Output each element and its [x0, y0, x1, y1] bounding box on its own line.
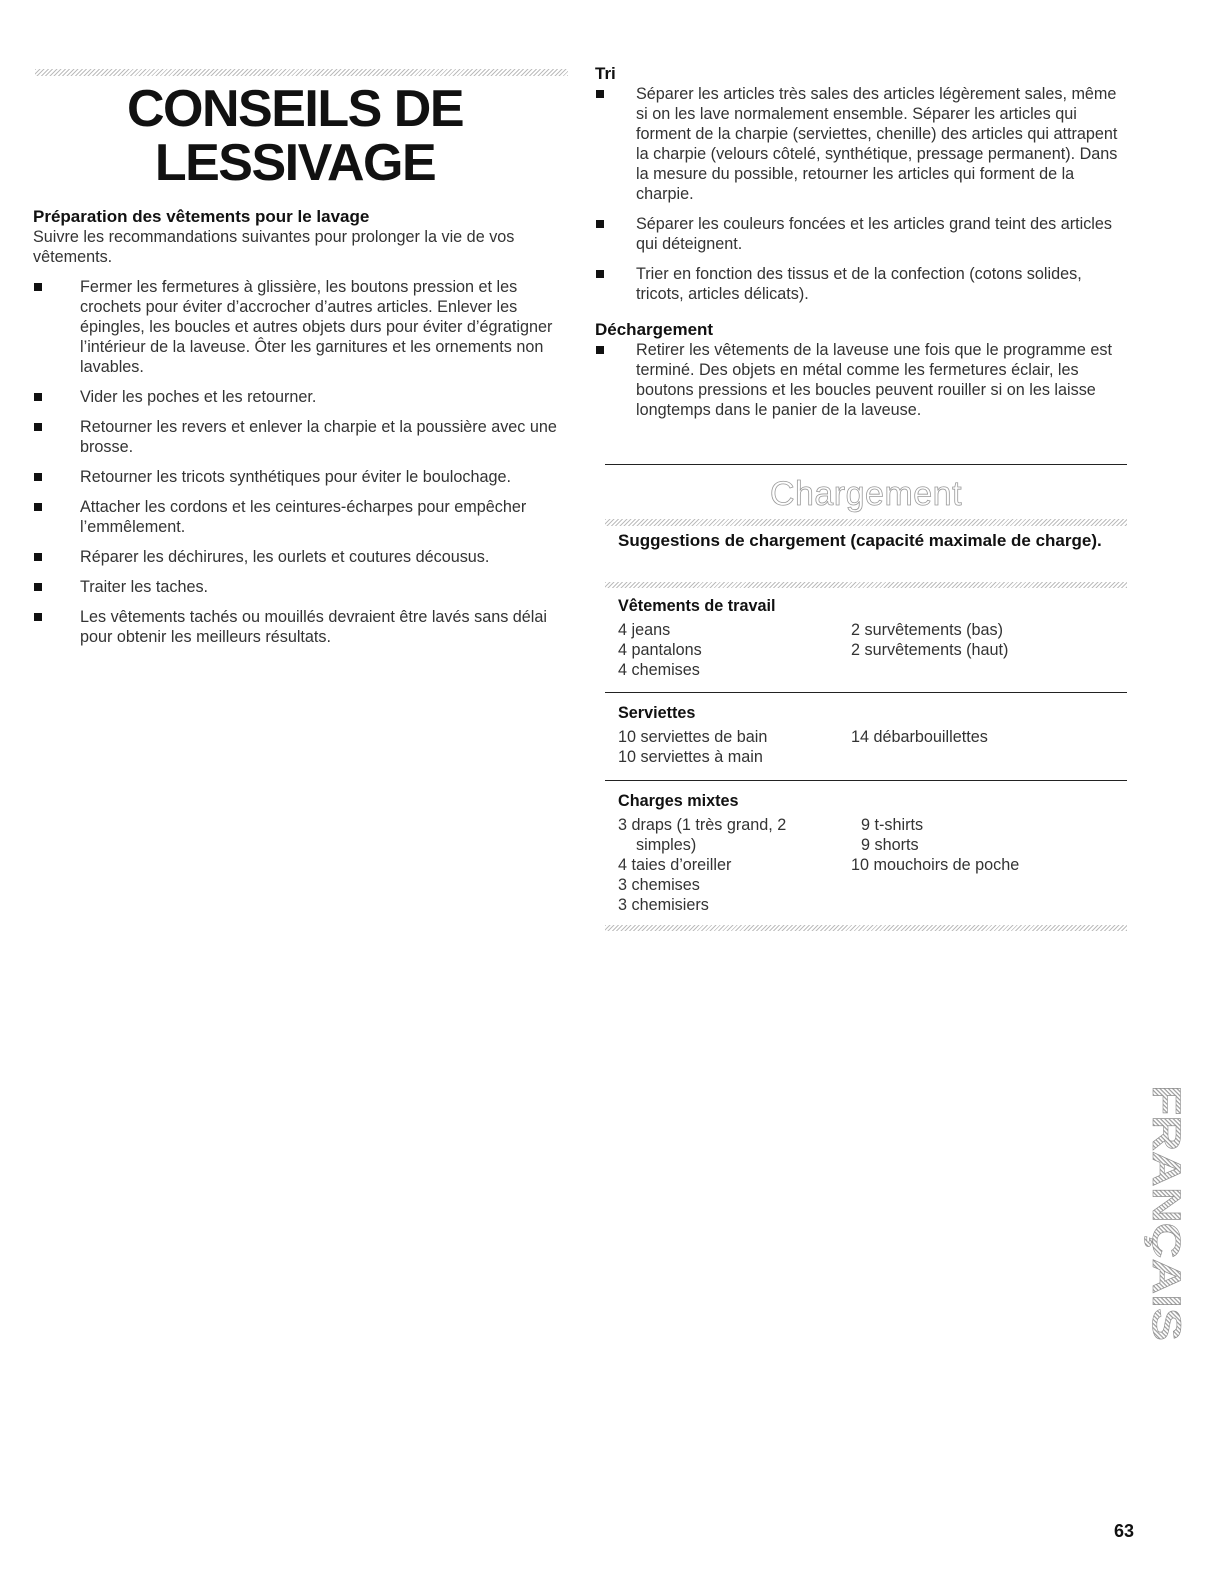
load-col-2: [851, 815, 1121, 875]
list-item: [33, 467, 568, 487]
page-title: CONSEILS DE LESSIVAGE: [127, 80, 463, 192]
bullet-square-icon: [34, 583, 42, 591]
load-item: 9 t-shirts: [861, 816, 924, 834]
load-item: 10 mouchoirs de poche: [851, 856, 1020, 874]
language-side-label: [1143, 1085, 1189, 1343]
list-item-text: Retourner les tricots synthétiques pour éviter le boulochage.: [80, 468, 512, 486]
list-item-text: Les vêtements tachés ou mouillés devraient être lavés sans délai pour obtenir les meilleurs résultats.: [80, 608, 547, 646]
load-item-text: 3 draps (1 très grand, 2 simples): [618, 816, 787, 854]
list-item-text: Séparer les couleurs foncées et les articles grand teint des articles qui déteignent.: [636, 215, 1112, 253]
load-item: 3 chemisiers: [618, 896, 709, 914]
load-item: 10 serviettes à main: [618, 748, 763, 766]
list-item-text: Retourner les revers et enlever la charpie et la poussière avec une brosse.: [80, 418, 557, 456]
load-col-1: [618, 815, 818, 915]
list-item-text: Fermer les fermetures à glissière, les boutons pression et les crochets pour éviter d’accrocher d’autres articles. Enlever les épingles, les boucles et autres objets durs pour éviter d’égratigner l’intérieur de la laveuse. Ôter les garnitures et les ornements non lavables.: [80, 278, 553, 376]
list-item-text: Séparer les articles très sales des articles légèrement sales, même si on les lave normalement ensemble. Séparer les articles qui forment de la charpie (serviettes, chenille) des articles qui attrapent la charpie (velours côtelé, synthétique, pressage permanent). Dans la mesure du possible, retourner les articles qui forment de la charpie.: [636, 85, 1118, 203]
preparation-intro: Suivre les recommandations suivantes pour prolonger la vie de vos vêtements.: [33, 228, 515, 266]
chargement-title: Chargement: [769, 475, 963, 513]
page-number: 63: [1113, 1521, 1134, 1541]
load-item: 9 shorts: [861, 836, 919, 854]
preparation-section: [33, 207, 568, 657]
list-item: [33, 417, 568, 457]
dechargement-list: [595, 340, 1127, 420]
load-item: 4 taies d’oreiller: [618, 856, 732, 874]
list-item: [33, 547, 568, 567]
tri-list: [595, 84, 1127, 304]
list-item: [33, 387, 568, 407]
load-col-1: [618, 727, 843, 767]
list-item: [33, 577, 568, 597]
bullet-square-icon: [34, 503, 42, 511]
suggestions-heading: Suggestions de chargement (capacité maximale de charge).: [618, 531, 1102, 550]
load-item: 2 survêtements (bas): [851, 621, 1004, 639]
load-item: [618, 815, 818, 855]
load-category-name: Serviettes: [618, 704, 696, 722]
list-item: [33, 607, 568, 647]
chargement-top-rule: [605, 464, 1127, 465]
load-category-work-clothes: [618, 596, 1118, 679]
suggestions-hatch-rule: [605, 582, 1127, 588]
load-category-towels: [618, 703, 1118, 766]
bullet-square-icon: [34, 283, 42, 291]
load-item: 14 débarbouillettes: [851, 728, 988, 746]
bullet-square-icon: [34, 473, 42, 481]
category-divider: [605, 692, 1127, 693]
tri-heading: Tri: [595, 64, 616, 83]
list-item-text: Traiter les taches.: [80, 578, 209, 596]
list-item: [595, 264, 1127, 304]
list-item-text: Vider les poches et les retourner.: [80, 388, 317, 406]
bullet-square-icon: [596, 346, 604, 354]
list-item: [595, 340, 1127, 420]
load-category-name: Charges mixtes: [618, 792, 739, 810]
tri-dechargement-section: [595, 64, 1127, 430]
bullet-square-icon: [596, 270, 604, 278]
load-item: 2 survêtements (haut): [851, 641, 1009, 659]
chargement-bottom-hatch-rule: [605, 925, 1127, 931]
load-category-mixed: [618, 791, 1118, 914]
bullet-square-icon: [34, 423, 42, 431]
load-category-name: Vêtements de travail: [618, 597, 776, 615]
bullet-square-icon: [596, 90, 604, 98]
list-item-text: Réparer les déchirures, les ourlets et coutures décousus.: [80, 548, 490, 566]
load-col-2: [851, 727, 1121, 747]
preparation-heading: Préparation des vêtements pour le lavage: [33, 207, 370, 226]
bullet-square-icon: [596, 220, 604, 228]
list-item: [33, 497, 568, 537]
load-col-2: [851, 620, 1121, 660]
load-item: 10 serviettes de bain: [618, 728, 768, 746]
chargement-hatch-rule: [605, 519, 1127, 526]
bullet-square-icon: [34, 553, 42, 561]
list-item-text: Attacher les cordons et les ceintures-écharpes pour empêcher l’emmêlement.: [80, 498, 527, 536]
dechargement-heading: Déchargement: [595, 320, 714, 339]
load-col-1: [618, 620, 843, 680]
load-item: 3 chemises: [618, 876, 700, 894]
load-item: 4 jeans: [618, 621, 671, 639]
category-divider: [605, 780, 1127, 781]
list-item: [595, 214, 1127, 254]
load-item: 4 pantalons: [618, 641, 702, 659]
bullet-square-icon: [34, 613, 42, 621]
list-item: [33, 277, 568, 377]
side-label-text: FRANÇAIS: [1144, 1085, 1188, 1292]
list-item: [595, 84, 1127, 204]
preparation-list: [33, 277, 568, 647]
load-item: 4 chemises: [618, 661, 700, 679]
bullet-square-icon: [34, 393, 42, 401]
list-item-text: Trier en fonction des tissus et de la confection (cotons solides, tricots, articles délicats).: [636, 265, 1082, 303]
list-item-text: Retirer les vêtements de la laveuse une fois que le programme est terminé. Des objets en métal comme les fermetures éclair, les boutons pressions et les boucles peuvent rouiller si on les laisse longtemps dans le panier de la laveuse.: [636, 341, 1112, 419]
top-hatch-rule-left: [35, 69, 568, 76]
